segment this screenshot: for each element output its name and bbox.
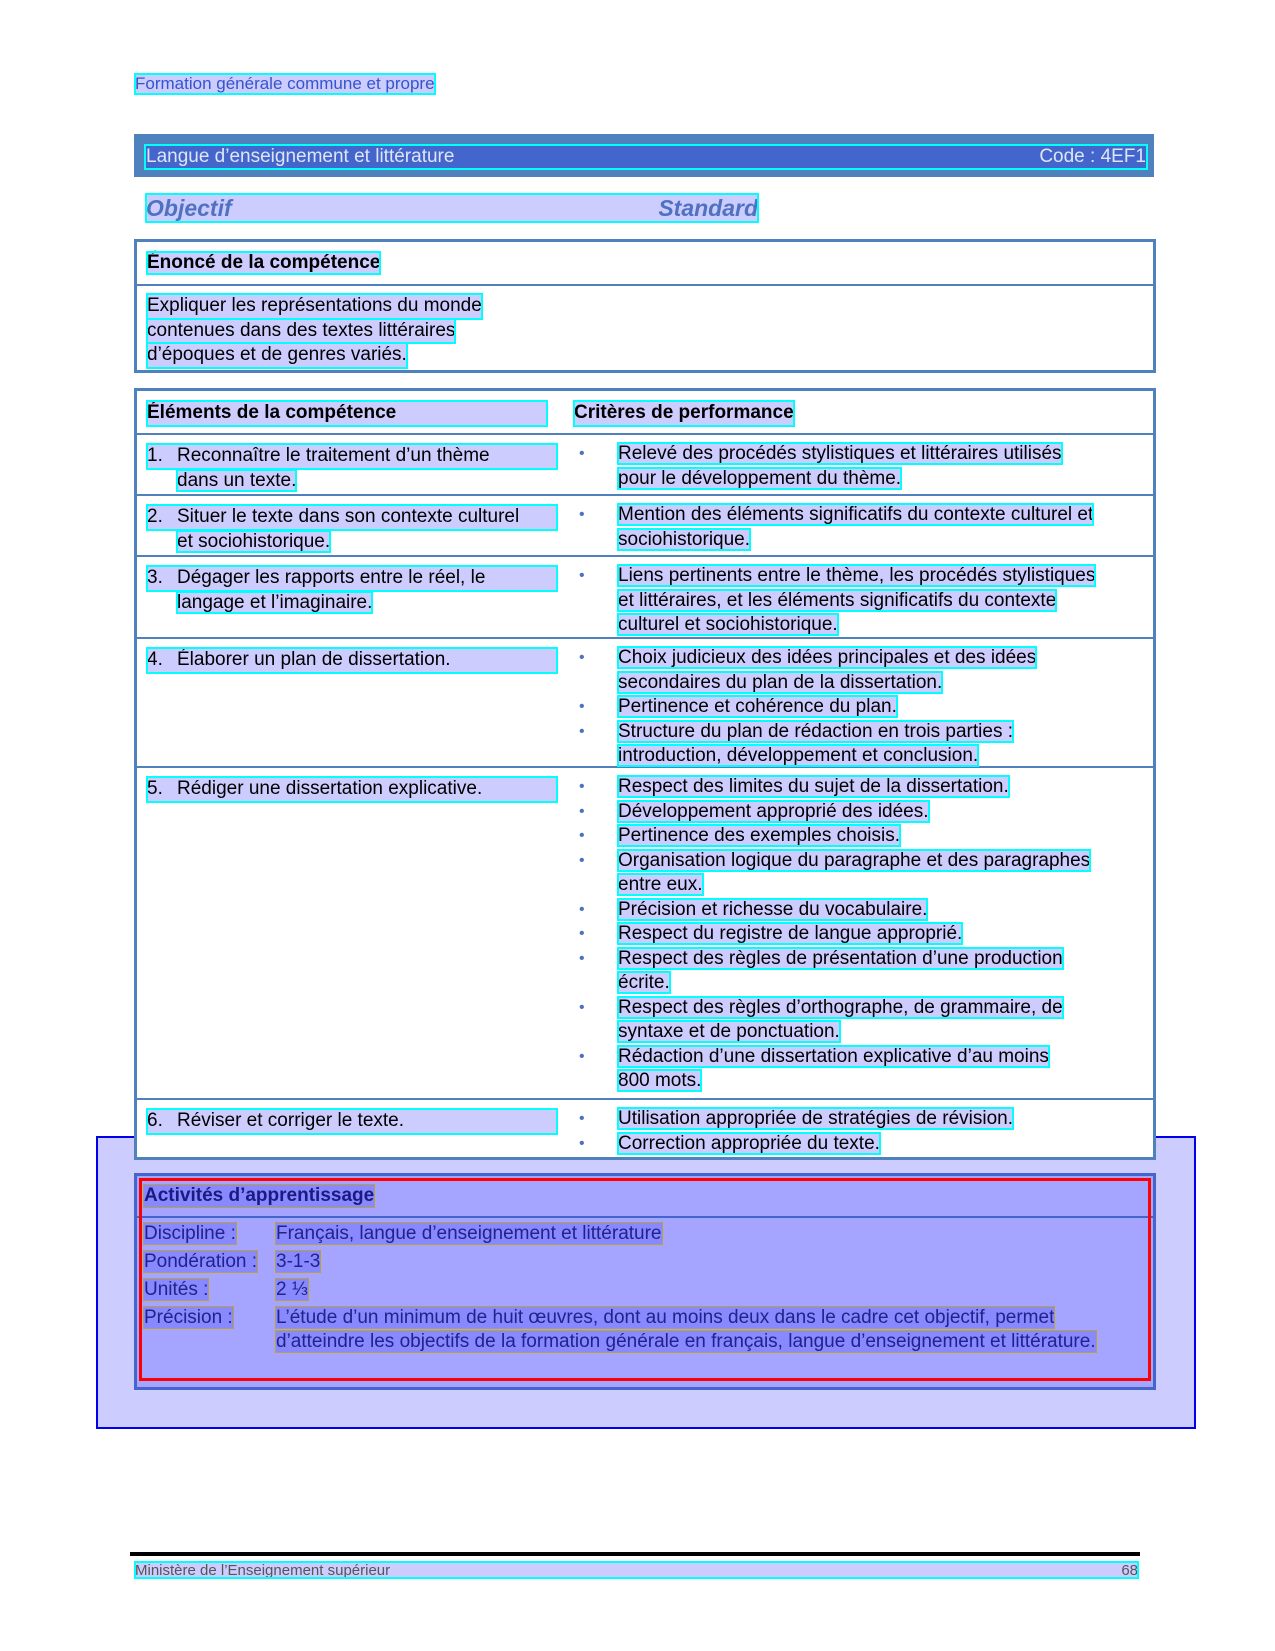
criterion-item [574, 922, 1134, 947]
bullet-icon: • [579, 1134, 585, 1152]
bullet-icon: • [579, 567, 585, 584]
criterion-text: écrite. [618, 972, 670, 993]
element-number: 6. [147, 1110, 163, 1131]
criterion-item [574, 800, 1134, 825]
section-title: Formation générale commune et propre [135, 74, 435, 93]
criterion-item [574, 503, 1134, 552]
bullet-icon: • [579, 998, 585, 1016]
field-label: Unités : [144, 1279, 209, 1300]
criterion-text: Précision et richesse du vocabulaire. [618, 898, 928, 920]
criterion-item [574, 824, 1134, 849]
bullet-icon: • [579, 1110, 585, 1127]
criterion-text: sociohistorique. [618, 528, 751, 550]
criterion-text: Développement approprié des idées. [618, 800, 929, 822]
criterion-item [574, 1107, 1134, 1132]
criterion-text: Respect des règles d’orthographe, de grammaire, de [618, 996, 1063, 1018]
elements-table [134, 388, 1156, 1160]
element-text: et sociohistorique. [177, 530, 331, 552]
criterion-item [574, 898, 1134, 923]
element-number: 5. [147, 778, 163, 799]
table-header [137, 391, 1153, 435]
criteria-column-header: Critères de performance [574, 401, 794, 426]
criterion-text: Respect du registre de langue approprié. [618, 923, 963, 944]
criterion-text: Pertinence des exemples choisis. [618, 825, 900, 846]
field-value: L’étude d’un minimum de huit œuvres, dont au moins deux dans le cadre cet objectif, permet d’atteindre les objectifs de la formation générale en français, langue d’enseignement et littérature. [276, 1307, 1096, 1352]
activities-title: Activités d’apprentissage [144, 1185, 375, 1206]
course-name: Langue d’enseignement et littérature [146, 146, 455, 167]
criterion-text: et littéraires, et les éléments significatifs du contexte [618, 589, 1057, 611]
criterion-text: Utilisation appropriée de stratégies de révision. [618, 1108, 1013, 1129]
criterion-text: Correction appropriée du texte. [618, 1132, 880, 1154]
field-value: 3-1-3 [276, 1251, 321, 1272]
element-text: langage et l’imaginaire. [177, 591, 373, 613]
field-label: Précision : [144, 1307, 233, 1328]
criteria-cell [574, 442, 1134, 491]
element-cell [147, 777, 557, 802]
element-number: 1. [147, 445, 163, 466]
bullet-icon: • [579, 851, 585, 869]
table-row [137, 1100, 1153, 1160]
statement-title: Énoncé de la compétence [147, 252, 381, 273]
criterion-text: Rédaction d’une dissertation explicative d’au moins [618, 1045, 1049, 1067]
criterion-text: Organisation logique du paragraphe et des paragraphes [618, 849, 1091, 871]
criterion-item [574, 695, 1134, 720]
criterion-text: introduction, développement et conclusion. [618, 745, 979, 766]
element-cell [147, 444, 557, 493]
ministry-name: Ministère de l’Enseignement supérieur [135, 1562, 391, 1579]
bullet-icon: • [579, 445, 585, 462]
bullet-icon: • [579, 698, 585, 715]
objective-standard-row [146, 194, 758, 222]
bullet-icon: • [579, 649, 585, 666]
bullet-icon: • [579, 722, 585, 740]
bullet-icon: • [579, 949, 585, 967]
objective-label: Objectif [146, 194, 232, 221]
statement-line: contenues dans des textes littéraires [147, 319, 455, 344]
element-text: Rédiger une dissertation explicative. [177, 778, 483, 799]
bullet-icon: • [579, 1047, 585, 1065]
criterion-text: entre eux. [618, 874, 703, 895]
elements-column-header: Éléments de la compétence [147, 401, 547, 426]
criteria-cell [574, 1107, 1134, 1156]
bullet-icon: • [579, 900, 585, 918]
criterion-text: Respect des limites du sujet de la dissertation. [618, 776, 1009, 797]
criteria-cell [574, 564, 1134, 638]
statement-line: Expliquer les représentations du monde [147, 294, 482, 319]
field-label: Pondération : [144, 1251, 258, 1272]
criterion-text: Respect des règles de présentation d’une production [618, 947, 1063, 969]
criterion-text: Choix judicieux des idées principales et des idées [618, 647, 1037, 668]
criterion-text: Structure du plan de rédaction en trois parties : [618, 720, 1014, 742]
criterion-item [574, 1045, 1134, 1094]
page-number: 68 [1121, 1562, 1138, 1579]
criteria-cell [574, 775, 1134, 1094]
element-cell [147, 648, 557, 673]
course-code: Code : 4EF1 [1039, 146, 1146, 167]
criterion-text: syntaxe et de ponctuation. [618, 1021, 840, 1042]
criterion-item [574, 1132, 1134, 1157]
field-label: Discipline : [144, 1223, 236, 1244]
footer [135, 1562, 1138, 1578]
field-value: Français, langue d’enseignement et littérature [276, 1223, 662, 1244]
bullet-icon: • [579, 802, 585, 820]
bullet-icon: • [579, 827, 585, 844]
table-row [137, 768, 1153, 1100]
criterion-item [574, 996, 1134, 1045]
statement-line: d’époques et de genres variés. [147, 343, 407, 368]
element-cell [147, 1109, 557, 1134]
criterion-item [574, 720, 1134, 769]
criterion-item [574, 646, 1134, 695]
criterion-item [574, 775, 1134, 800]
standard-label: Standard [658, 194, 758, 221]
competency-statement-box [134, 239, 1156, 373]
element-cell [147, 566, 557, 615]
criterion-item [574, 564, 1134, 638]
criterion-text: secondaires du plan de la dissertation. [618, 671, 943, 693]
criterion-item [574, 947, 1134, 996]
bullet-icon: • [579, 506, 585, 523]
criteria-cell [574, 503, 1134, 552]
criterion-text: culturel et sociohistorique. [618, 614, 838, 635]
field-value: 2 ⅓ [276, 1279, 308, 1300]
bullet-icon: • [579, 778, 585, 795]
table-row [137, 639, 1153, 768]
criterion-text: Pertinence et cohérence du plan. [618, 696, 897, 717]
bullet-icon: • [579, 925, 585, 942]
criterion-text: 800 mots. [618, 1070, 702, 1091]
criteria-cell [574, 646, 1134, 769]
element-number: 2. [147, 506, 163, 527]
element-text: Situer le texte dans son contexte culturel [177, 506, 520, 527]
element-number: 3. [147, 567, 163, 588]
element-number: 4. [147, 649, 163, 670]
criterion-text: Mention des éléments significatifs du contexte culturel et [618, 504, 1094, 525]
criterion-text: Relevé des procédés stylistiques et littéraires utilisés [618, 443, 1062, 464]
table-row [137, 496, 1153, 557]
element-text: Réviser et corriger le texte. [177, 1110, 405, 1131]
element-text: dans un texte. [177, 469, 297, 491]
table-row [137, 435, 1153, 496]
element-text: Dégager les rapports entre le réel, le [177, 567, 486, 588]
footer-rule [130, 1552, 1140, 1556]
criterion-item [574, 442, 1134, 491]
course-title-bar [134, 134, 1154, 177]
highlight-frame [139, 1178, 1151, 1381]
criterion-text: pour le développement du thème. [618, 467, 902, 489]
learning-activities-box [134, 1173, 1156, 1390]
criterion-text: Liens pertinents entre le thème, les procédés stylistiques [618, 565, 1096, 586]
element-cell [147, 505, 557, 554]
element-text: Élaborer un plan de dissertation. [177, 649, 451, 670]
element-text: Reconnaître le traitement d’un thème [177, 445, 490, 466]
table-row [137, 557, 1153, 639]
criterion-item [574, 849, 1134, 898]
